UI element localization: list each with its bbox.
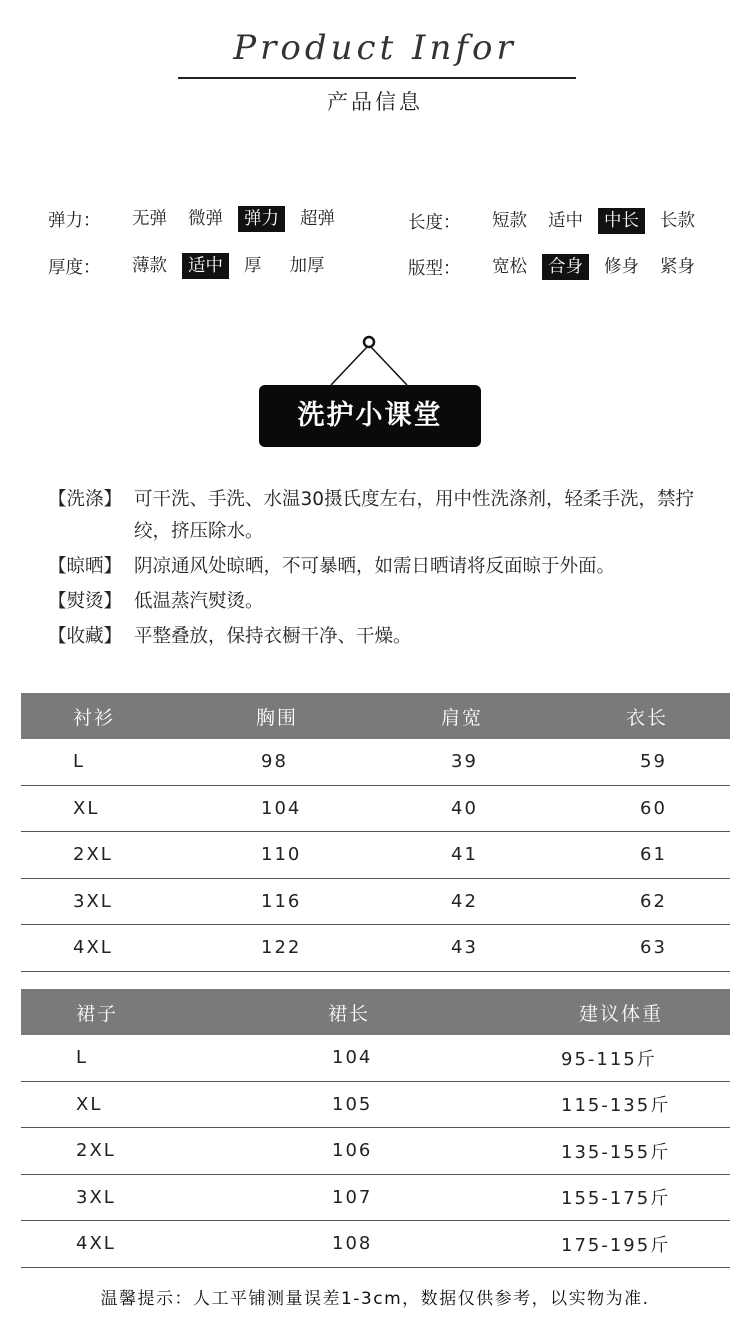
attr-label: 弹力： — [48, 210, 101, 231]
table-cell: 2XL — [73, 844, 113, 866]
table-row — [21, 1128, 730, 1175]
table-cell: XL — [73, 797, 100, 819]
table-cell: 62 — [640, 890, 667, 912]
table-cell: 39 — [451, 751, 478, 773]
care-text: 平整叠放，保持衣橱干净、干燥。 — [134, 626, 412, 647]
care-sign — [256, 333, 484, 451]
attr-option: 薄款 — [132, 256, 167, 276]
footer-note: 温馨提示：人工平铺测量误差1-3cm，数据仅供参考，以实物为准. — [100, 1289, 650, 1309]
shirt-size-table — [21, 693, 730, 972]
care-item-dry — [48, 551, 728, 583]
header-cell: 裙子 — [76, 1002, 119, 1025]
skirt-size-table — [21, 989, 730, 1268]
care-sign-title: 洗护小课堂 — [259, 385, 481, 447]
table-cell: 107 — [332, 1186, 373, 1208]
table-row — [21, 832, 730, 879]
header-cell: 肩宽 — [441, 706, 484, 729]
table-cell: 104 — [332, 1047, 373, 1069]
table-cell: 4XL — [76, 1233, 116, 1255]
table-cell: 108 — [332, 1233, 373, 1255]
attr-option: 无弹 — [132, 209, 167, 229]
header-cell: 衬衫 — [73, 706, 116, 729]
care-item-wash — [48, 484, 728, 548]
header-cell: 裙长 — [328, 1002, 371, 1025]
table-row — [21, 1175, 730, 1222]
table-cell: 106 — [332, 1140, 373, 1162]
table-row — [21, 1221, 730, 1268]
table-cell: 175-195斤 — [561, 1234, 671, 1256]
table-cell: 135-155斤 — [561, 1141, 671, 1163]
table-cell: 42 — [451, 890, 478, 912]
attr-label: 版型： — [408, 258, 461, 279]
header-cell: 衣长 — [626, 706, 669, 729]
care-item-store — [48, 621, 728, 653]
table-cell: 105 — [332, 1093, 373, 1115]
table-cell: 61 — [640, 844, 667, 866]
attr-option: 宽松 — [492, 257, 527, 277]
table-cell: 60 — [640, 797, 667, 819]
attr-option-selected: 适中 — [182, 253, 229, 279]
attr-label: 厚度： — [48, 257, 101, 278]
table-cell: 116 — [261, 890, 302, 912]
table-cell: L — [76, 1047, 89, 1069]
attr-option: 紧身 — [660, 257, 695, 277]
attr-length — [408, 206, 710, 236]
attr-option: 超弹 — [300, 209, 335, 229]
table-cell: XL — [76, 1093, 103, 1115]
header-cell: 建议体重 — [579, 1002, 664, 1025]
table-row — [21, 739, 730, 786]
attr-option: 修身 — [604, 257, 639, 277]
care-tag: 【晾晒】 — [48, 556, 123, 577]
care-text: 低温蒸汽熨烫。 — [134, 591, 264, 612]
table-row — [21, 925, 730, 972]
table-row — [21, 879, 730, 926]
attr-thickness — [48, 251, 340, 281]
header — [0, 0, 750, 130]
table-row — [21, 1035, 730, 1082]
table-cell: 95-115斤 — [561, 1048, 657, 1070]
table-cell: 59 — [640, 751, 667, 773]
table-cell: 98 — [261, 751, 288, 773]
attr-fit — [408, 252, 710, 282]
header-divider — [178, 77, 576, 79]
attr-option-selected: 弹力 — [238, 206, 285, 232]
attr-option-selected: 合身 — [542, 254, 589, 280]
table-cell: 115-135斤 — [561, 1095, 671, 1117]
table-cell: 63 — [640, 937, 667, 959]
table-cell: 41 — [451, 844, 478, 866]
table-cell: 3XL — [76, 1186, 116, 1208]
table-cell: 40 — [451, 797, 478, 819]
table-cell: 4XL — [73, 937, 113, 959]
attr-label: 长度： — [408, 212, 461, 233]
table-cell: 3XL — [73, 890, 113, 912]
table-row — [21, 1082, 730, 1129]
table-cell: 43 — [451, 937, 478, 959]
attr-elasticity — [48, 204, 350, 234]
attr-option: 长款 — [660, 211, 695, 231]
table-cell: L — [73, 751, 86, 773]
care-text: 阴凉通风处晾晒，不可暴晒，如需日晒请将反面晾于外面。 — [134, 556, 616, 577]
care-instructions — [48, 484, 728, 656]
table-cell: 2XL — [76, 1140, 116, 1162]
table-header — [21, 693, 730, 739]
care-text: 可干洗、手洗、水温30摄氏度左右，用中性洗涤剂，轻柔手洗，禁拧绞，挤压除水。 — [134, 489, 695, 542]
table-header — [21, 989, 730, 1035]
attr-option: 微弹 — [188, 209, 223, 229]
care-tag: 【熨烫】 — [48, 591, 123, 612]
attr-option: 厚 — [244, 256, 262, 276]
page-title: 产品信息 — [327, 90, 423, 114]
table-cell: 104 — [261, 797, 302, 819]
care-item-iron — [48, 586, 728, 618]
attr-option-selected: 中长 — [598, 208, 645, 234]
script-title: Product Infor — [233, 28, 517, 68]
table-cell: 155-175斤 — [561, 1188, 671, 1210]
attr-option: 适中 — [548, 211, 583, 231]
table-row — [21, 786, 730, 833]
header-cell: 胸围 — [256, 706, 299, 729]
attr-option: 加厚 — [289, 256, 325, 276]
table-cell: 122 — [261, 937, 302, 959]
table-cell: 110 — [261, 844, 302, 866]
hanger-icon — [256, 333, 484, 393]
care-tag: 【洗涤】 — [48, 489, 123, 510]
care-tag: 【收藏】 — [48, 626, 123, 647]
attr-option: 短款 — [492, 211, 527, 231]
